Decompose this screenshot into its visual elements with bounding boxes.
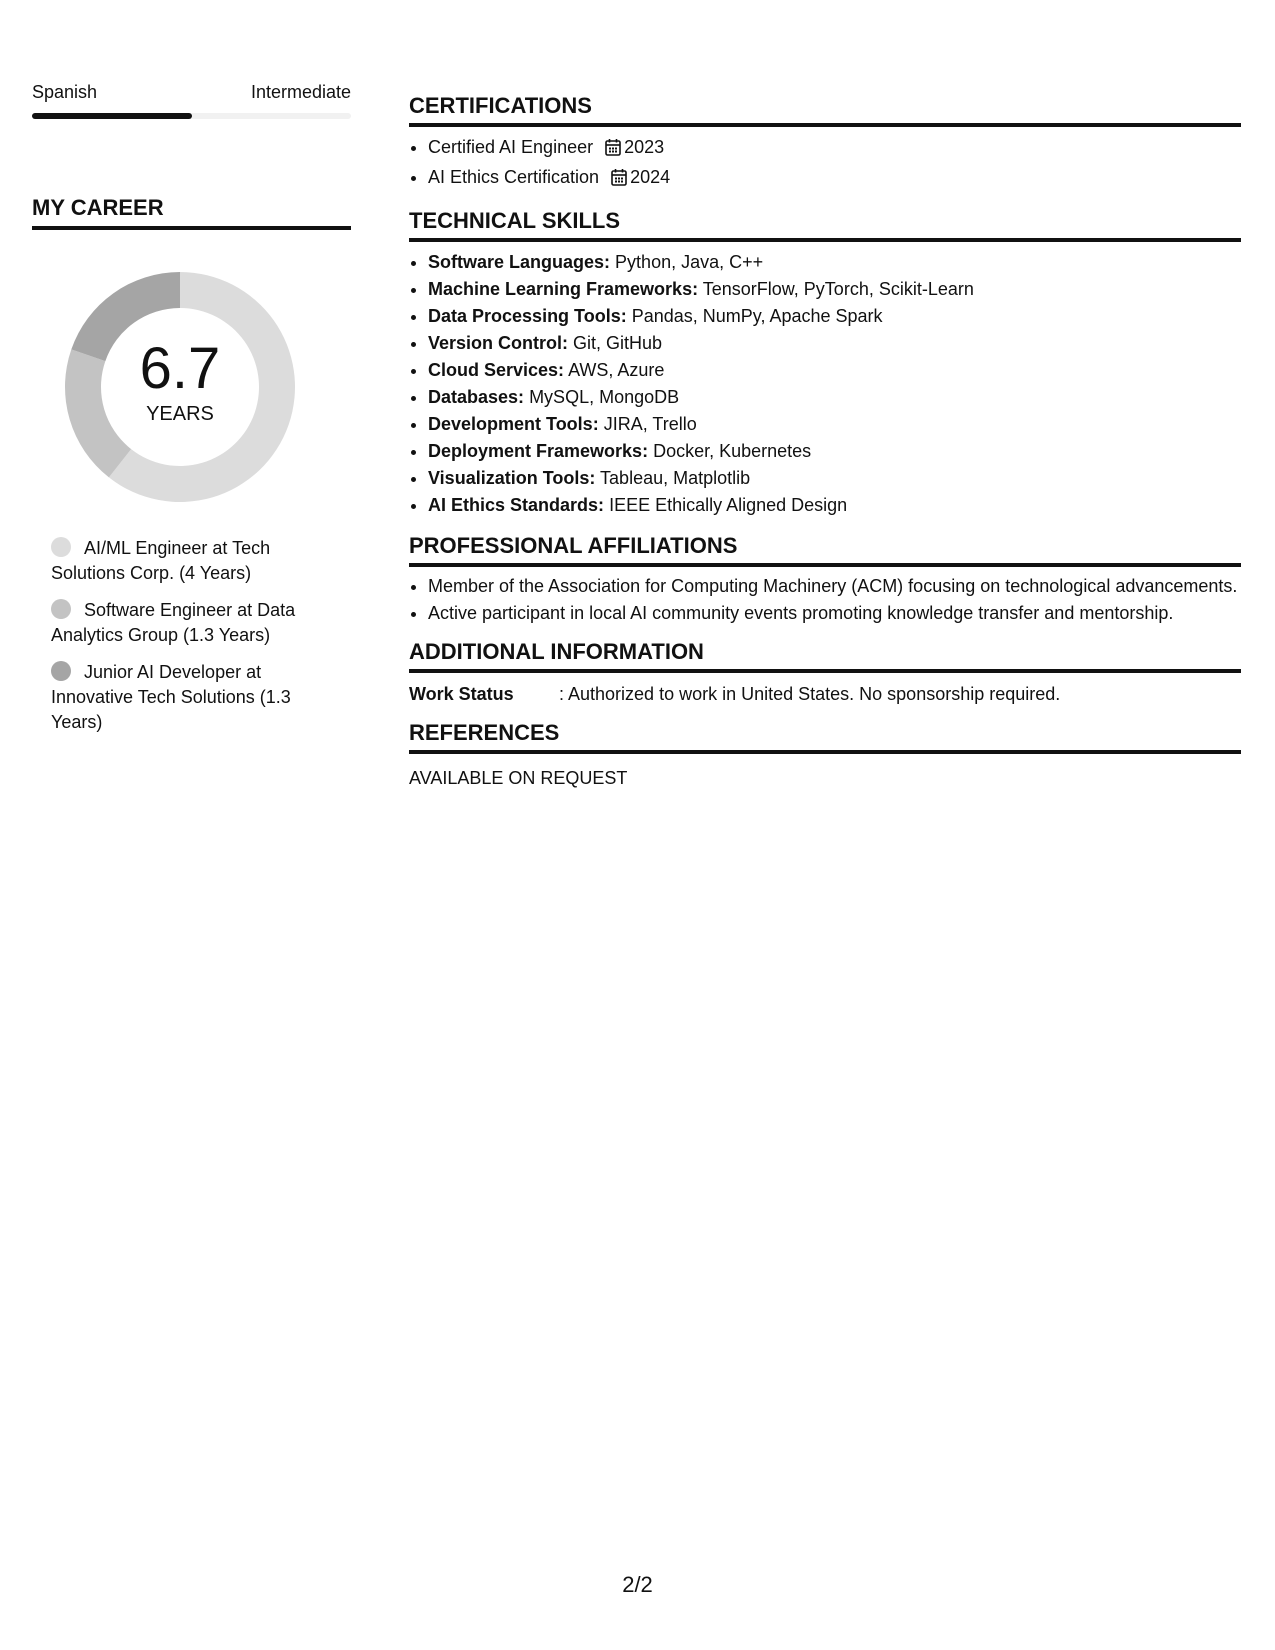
career-section-title: MY CAREER [32,195,351,230]
skill-label: Cloud Services: [428,360,565,380]
skill-item [428,438,1241,465]
certification-year: 2023 [624,137,665,157]
certifications-section [409,92,1241,194]
language-name: Spanish [32,82,98,102]
technical-skills-section [409,207,1241,519]
skills-list [409,249,1241,519]
additional-info-section [409,638,1241,706]
work-status-value: : Authorized to work in United States. No sponsorship required. [559,684,1061,704]
certification-year: 2024 [630,167,671,187]
skill-value: JIRA, Trello [603,414,697,434]
career-donut-chart [65,272,295,502]
legend-dot [51,661,71,681]
legend-dot [51,599,71,619]
skill-label: Visualization Tools: [428,468,596,488]
references-section [409,719,1241,790]
legend-label: Software Engineer at Data Analytics Group (1.3 Years) [51,600,296,645]
certification-name: Certified AI Engineer [428,137,594,157]
skill-item [428,303,1241,330]
legend-label: AI/ML Engineer at Tech Solutions Corp. (4 Years) [51,538,271,583]
skill-item [428,357,1241,384]
total-years-value: 6.7 [139,336,221,401]
certifications-title: CERTIFICATIONS [409,92,1241,127]
skill-value: AWS, Azure [568,360,665,380]
affiliation-item: • Active participant in local AI community events promoting knowledge transfer and mentorship. [428,601,1241,625]
certification-item [428,134,1241,164]
skill-label: AI Ethics Standards: [428,495,605,515]
language-proficiency-fill [32,113,192,119]
affiliations-title: PROFESSIONAL AFFILIATIONS [409,532,1241,567]
legend-label: Junior AI Developer at Innovative Tech Solutions (1.3 Years) [51,662,291,732]
language-row [32,80,351,104]
additional-info-title: ADDITIONAL INFORMATION [409,638,1241,673]
skill-value: Git, GitHub [573,333,663,353]
legend-item [51,598,321,648]
references-text: AVAILABLE ON REQUEST [409,768,628,788]
skill-label: Deployment Frameworks: [428,441,649,461]
skill-value: MySQL, MongoDB [529,387,680,407]
skill-label: Software Languages: [428,252,611,272]
skill-value: IEEE Ethically Aligned Design [609,495,848,515]
language-level: Intermediate [250,82,351,102]
donut-center [65,272,295,502]
skill-item [428,384,1241,411]
skill-value: Pandas, NumPy, Apache Spark [631,306,883,326]
career-legend [51,536,321,735]
right-column [409,92,1241,803]
work-status-row [409,682,1241,706]
skill-value: Tableau, Matplotlib [600,468,751,488]
skill-label: Development Tools: [428,414,599,434]
skill-item [428,276,1241,303]
skill-item [428,411,1241,438]
skill-item [428,330,1241,357]
skill-label: Databases: [428,387,525,407]
skill-item [428,465,1241,492]
technical-skills-title: TECHNICAL SKILLS [409,207,1241,242]
skill-label: Data Processing Tools: [428,306,627,326]
certifications-list [409,134,1241,194]
affiliations-section [409,532,1241,625]
legend-dot [51,537,71,557]
references-title: REFERENCES [409,719,1241,754]
skill-item [428,249,1241,276]
total-years-unit: YEARS [146,403,214,425]
skill-value: Python, Java, C++ [615,252,764,272]
legend-item [51,536,321,586]
skill-item [428,492,1241,519]
skill-label: Version Control: [428,333,569,353]
skill-value: TensorFlow, PyTorch, Scikit-Learn [702,279,974,299]
page-number: 2/2 [622,1572,653,1597]
legend-item [51,660,321,735]
language-proficiency-bar [32,113,351,119]
calendar-icon [605,137,621,164]
affiliations-list [409,574,1241,625]
left-column [32,80,351,747]
certification-item [428,164,1241,194]
work-status-label: Work Status [409,684,514,704]
skill-value: Docker, Kubernetes [653,441,812,461]
calendar-icon [611,167,627,194]
certification-name: AI Ethics Certification [428,167,600,187]
skill-label: Machine Learning Frameworks: [428,279,699,299]
affiliation-item: • Member of the Association for Computing Machinery (ACM) focusing on technological advancements. [428,574,1241,598]
